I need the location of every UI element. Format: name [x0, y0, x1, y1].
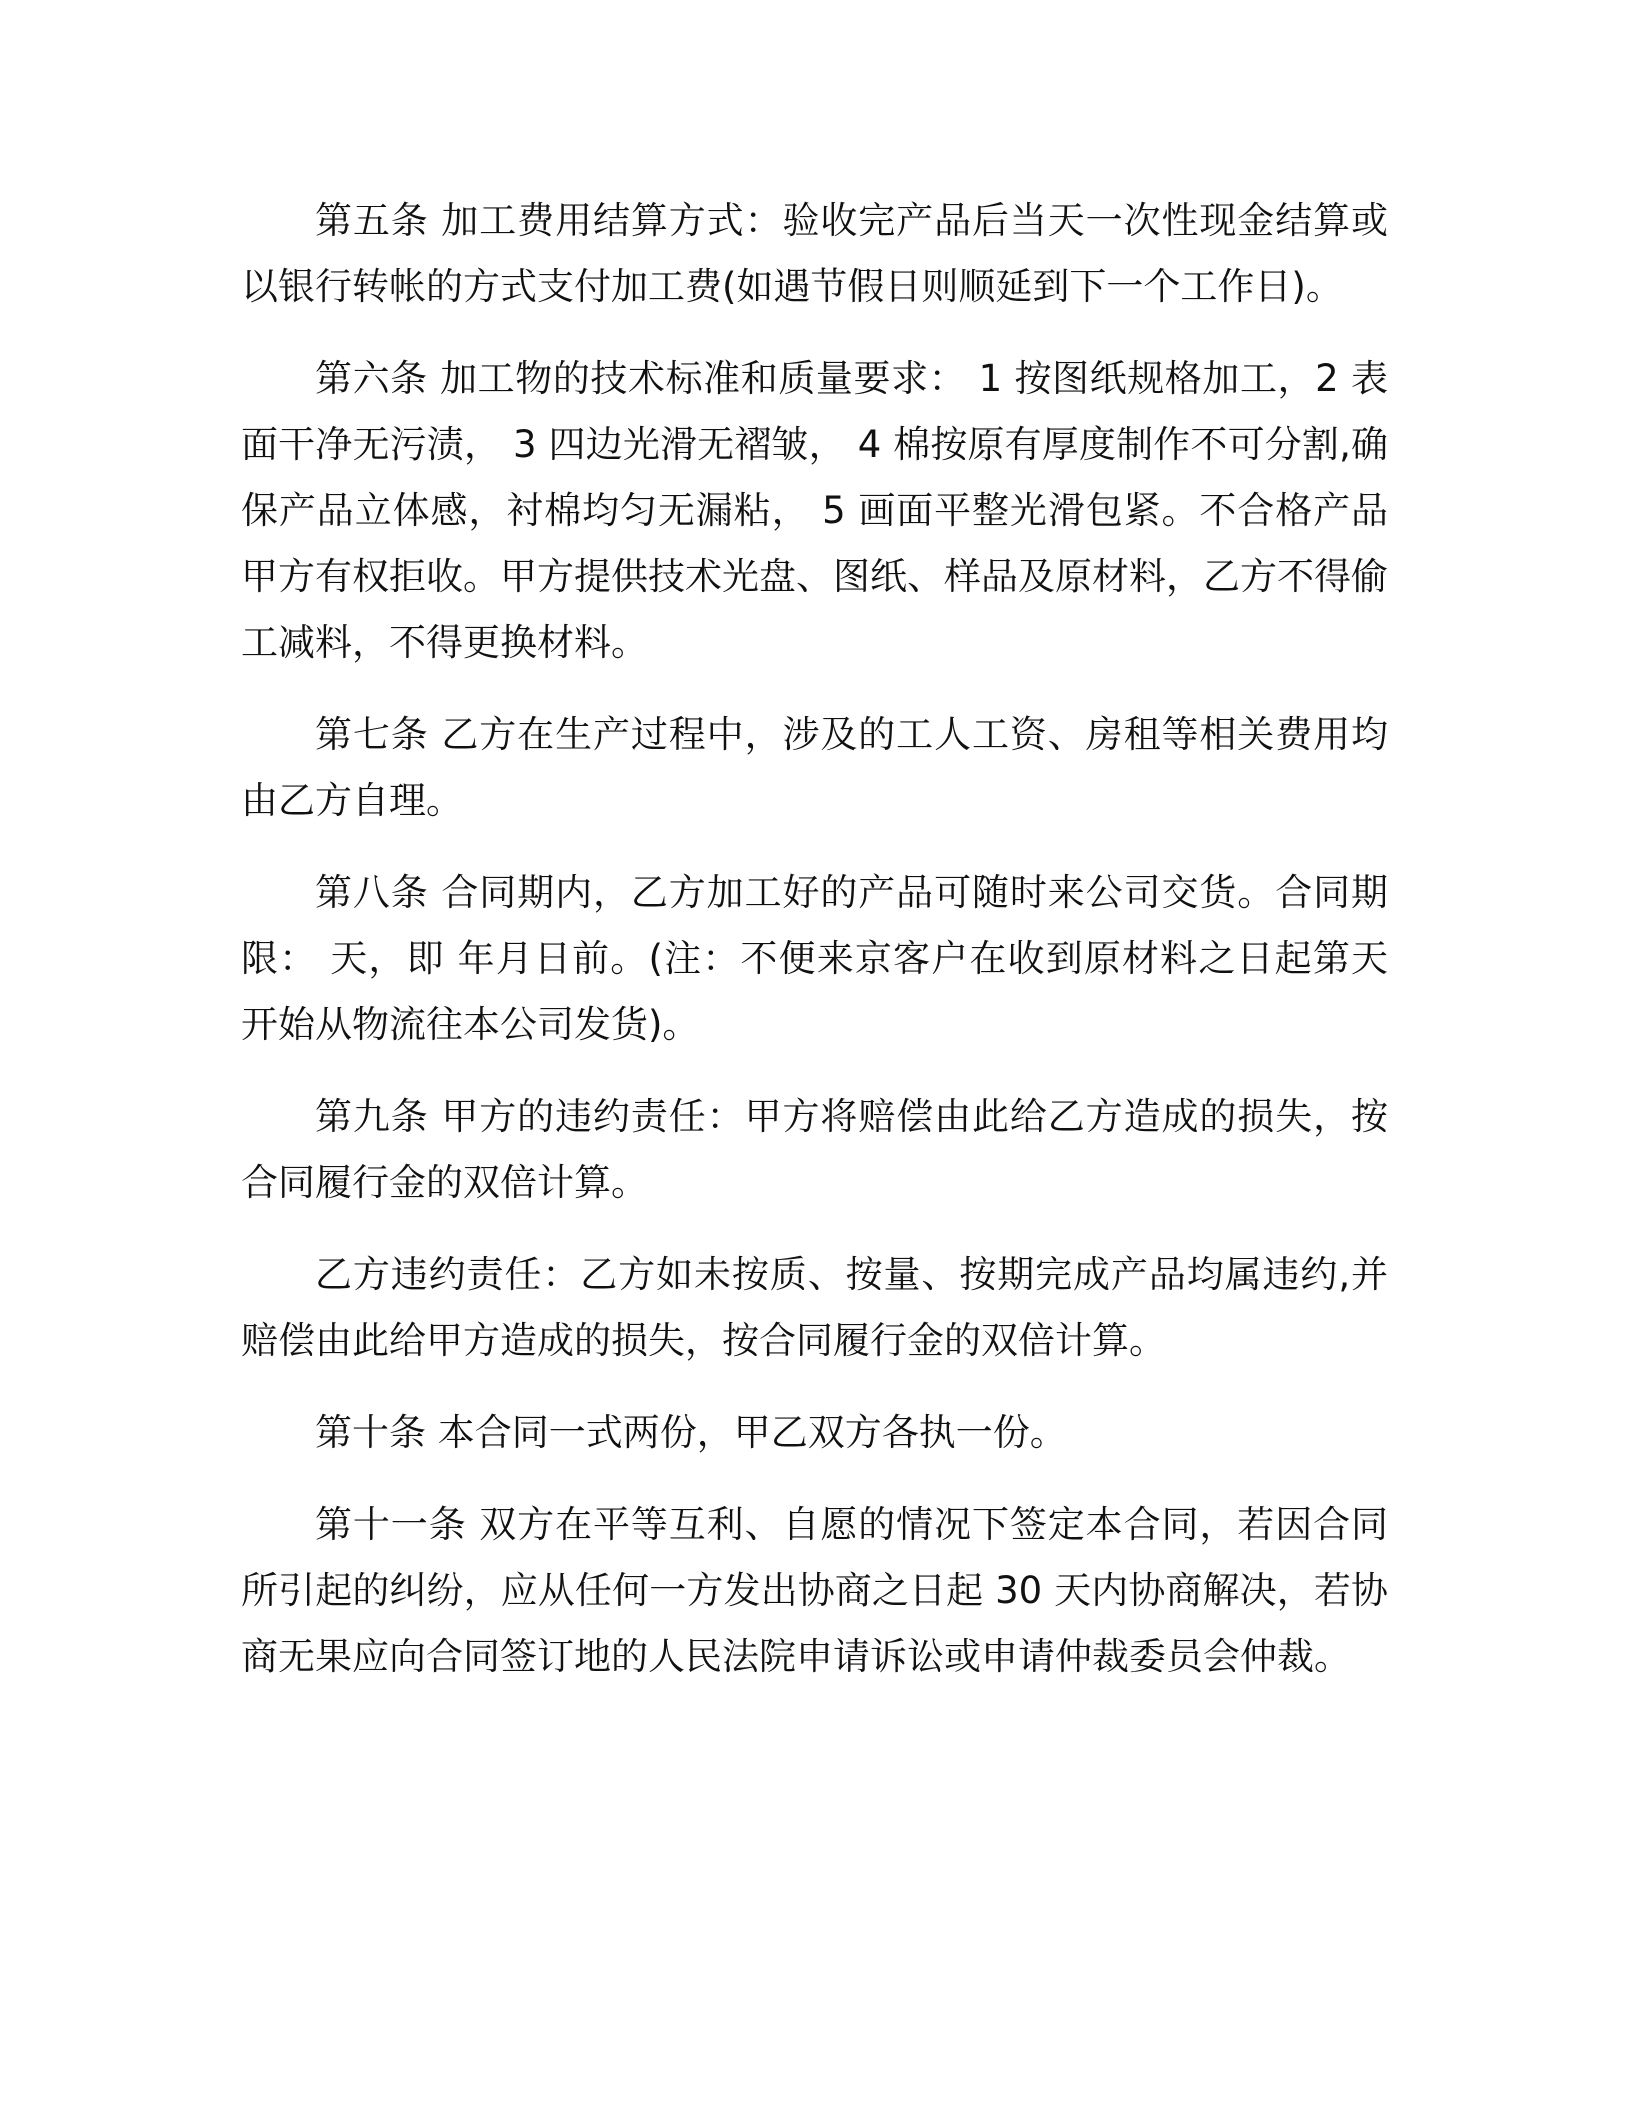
clause-10-copies: 第十条 本合同一式两份，甲乙双方各执一份。 [315, 1411, 1067, 1454]
clause-11-disputes: 第十一条 双方在平等互利、自愿的情况下签定本合同，若因合同所引起的纠纷，应从任何一方发出协商之日起 30 天内协商解决，若协商无果应向合同签订地的人民法院申请诉讼或申请仲裁委员会仲裁。 [241, 1503, 1388, 1678]
clause-5-payment: 第五条 加工费用结算方式：验收完产品后当天一次性现金结算或以银行转帐的方式支付加工费(如遇节假日则顺延到下一个工作日)。 [241, 199, 1388, 308]
clause-7-costs: 第七条 乙方在生产过程中，涉及的工人工资、房租等相关费用均由乙方自理。 [241, 713, 1388, 822]
clause-9-party-b-liability: 乙方违约责任：乙方如未按质、按量、按期完成产品均属违约,并赔偿由此给甲方造成的损失，按合同履行金的双倍计算。 [241, 1253, 1388, 1362]
clause-9-party-a-liability: 第九条 甲方的违约责任：甲方将赔偿由此给乙方造成的损失，按合同履行金的双倍计算。 [241, 1095, 1388, 1204]
clause-8-term: 第八条 合同期内，乙方加工好的产品可随时来公司交货。合同期限： 天，即 年月日前。(注：不便来京客户在收到原材料之日起第天开始从物流往本公司发货)。 [241, 871, 1388, 1046]
clause-6-quality: 第六条 加工物的技术标准和质量要求： 1 按图纸规格加工，2 表面干净无污渍， 3 四边光滑无褶皱， 4 棉按原有厚度制作不可分割,确保产品立体感，衬棉均匀无漏粘， 5 画面平整光滑包紧。不合格产品甲方有权拒收。甲方提供技术光盘、图纸、样品及原材料，乙方不得偷工减料，不得更换材料。 [241, 357, 1388, 664]
contract-body [241, 188, 1388, 1716]
